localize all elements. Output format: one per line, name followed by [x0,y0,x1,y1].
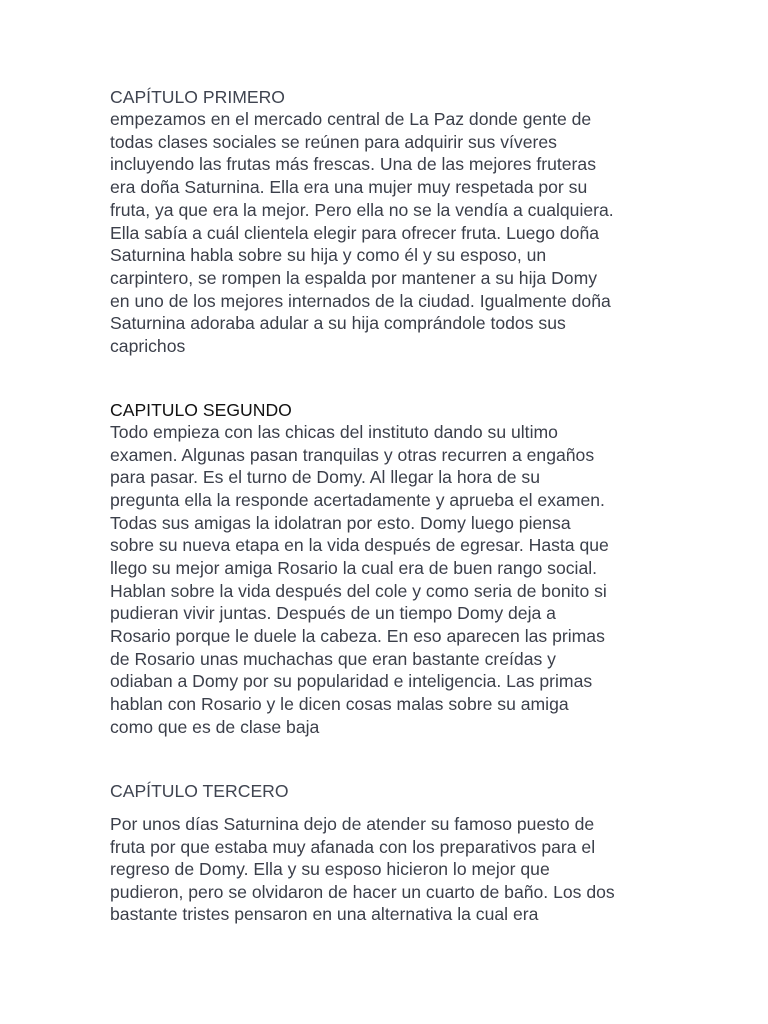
chapter-2-line: Todas sus amigas la idolatran por esto. Domy luego piensa [110,513,571,533]
chapter-1-line: en uno de los mejores internados de la ciudad. Igualmente doña [110,291,611,311]
chapter-1-line: era doña Saturnina. Ella era una mujer muy respetada por su [110,177,588,197]
chapter-2-line: Todo empieza con las chicas del instituto dando su ultimo [110,422,558,442]
chapter-3-line: regreso de Domy. Ella y su esposo hicieron lo mejor que [110,859,550,879]
chapter-1-line: Saturnina habla sobre su hija y como él y su esposo, un [110,245,547,265]
chapter-3-line: pudieron, pero se olvidaron de hacer un cuarto de baño. Los dos [110,882,615,902]
chapter-1-line: caprichos [110,336,186,356]
chapter-1-line: empezamos en el mercado central de La Paz donde gente de [110,109,592,129]
chapter-2-line: llego su mejor amiga Rosario la cual era de buen rango social. [110,558,598,578]
chapter-2-line: examen. Algunas pasan tranquilas y otras recurren a engaños [110,445,595,465]
chapter-3-line: fruta por que estaba muy afanada con los preparativos para el [110,837,596,857]
chapter-1-line: todas clases sociales se reúnen para adquirir sus víveres [110,132,557,152]
chapter-3-title: CAPÍTULO TERCERO [110,781,289,801]
chapter-2-line: Hablan sobre la vida después del cole y como seria de bonito si [110,581,607,601]
chapter-2-line: para pasar. Es el turno de Domy. Al llegar la hora de su [110,467,540,487]
chapter-1-line: carpintero, se rompen la espalda por mantener a su hija Domy [110,268,598,288]
chapter-2-title: CAPITULO SEGUNDO [110,400,292,420]
chapter-1-title: CAPÍTULO PRIMERO [110,87,285,107]
chapter-2-line: de Rosario unas muchachas que eran bastante creídas y [110,649,556,669]
chapter-2-line: como que es de clase baja [110,717,320,737]
chapter-1-line: incluyendo las frutas más frescas. Una de las mejores fruteras [110,154,596,174]
chapter-2-line: pregunta ella la responde acertadamente y aprueba el examen. [110,490,605,510]
chapter-2-line: Rosario porque le duele la cabeza. En eso aparecen las primas [110,626,605,646]
chapter-3-line: bastante tristes pensaron en una alternativa la cual era [110,904,539,924]
chapter-2-line: sobre su nueva etapa en la vida después de egresar. Hasta que [110,535,609,555]
chapter-1-line: fruta, ya que era la mejor. Pero ella no se la vendía a cualquiera. [110,200,614,220]
chapter-1-line: Saturnina adoraba adular a su hija comprándole todos sus [110,313,566,333]
chapter-2-line: odiaban a Domy por su popularidad e inteligencia. Las primas [110,671,593,691]
chapter-2-line: pudieran vivir juntas. Después de un tiempo Domy deja a [110,603,556,623]
chapter-1-line: Ella sabía a cuál clientela elegir para ofrecer fruta. Luego doña [110,223,600,243]
chapter-3-line: Por unos días Saturnina dejo de atender su famoso puesto de [110,814,595,834]
chapter-2-line: hablan con Rosario y le dicen cosas malas sobre su amiga [110,694,569,714]
